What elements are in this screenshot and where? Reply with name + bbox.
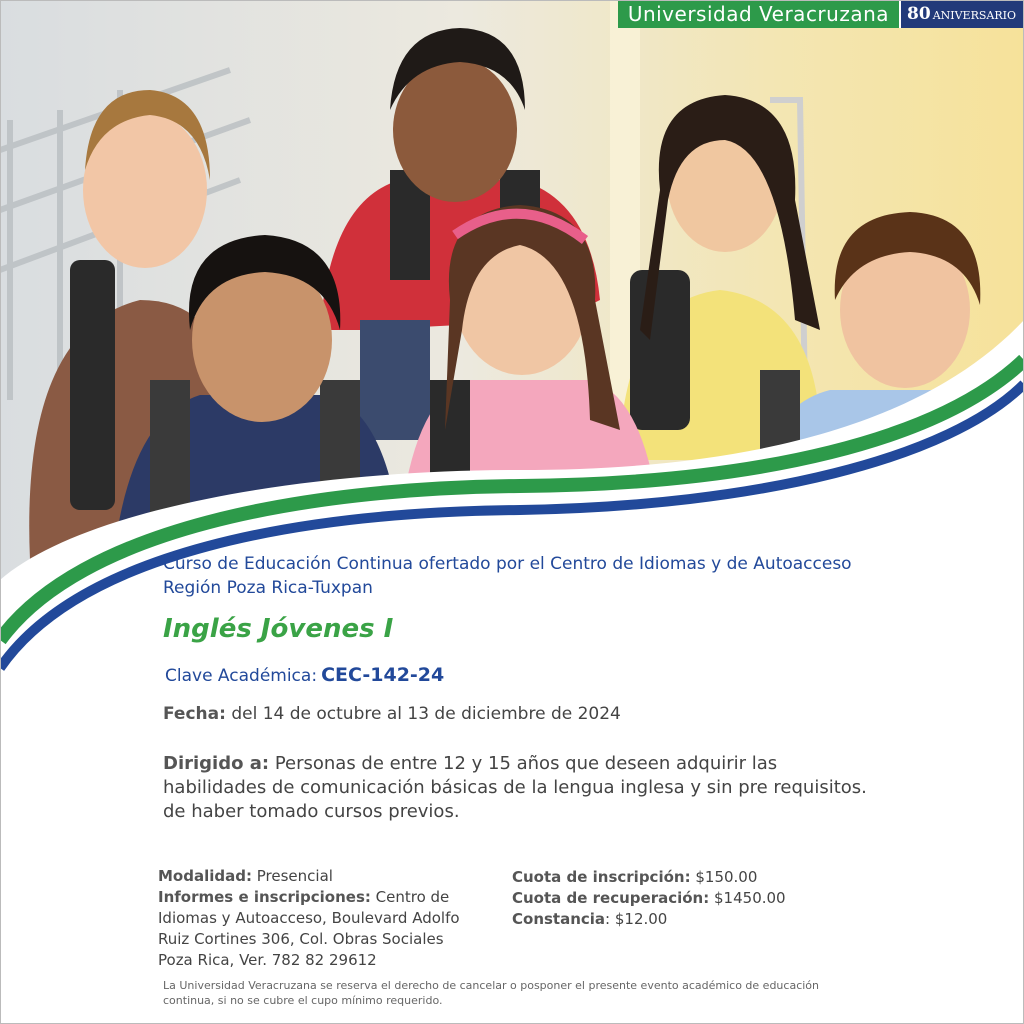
brand-badge xyxy=(618,0,1024,28)
dates-value: del 14 de octubre al 13 de diciembre de 2024 xyxy=(231,704,621,724)
modality-value: Presencial xyxy=(256,867,333,885)
disclaimer xyxy=(163,978,863,1008)
certificate-value: : $12.00 xyxy=(605,910,668,928)
modality-label: Modalidad: xyxy=(158,867,252,885)
disclaimer-line-2: continua, si no se cubre el cupo mínimo requerido. xyxy=(163,994,443,1007)
registration-fee-label: Cuota de inscripción: xyxy=(512,868,691,886)
target-audience xyxy=(163,752,883,824)
audience-line-2: habilidades de comunicación básicas de la lengua inglesa y sin pre requisitos. xyxy=(163,777,867,798)
dates-label: Fecha: xyxy=(163,704,226,724)
inquiries-label: Informes e inscripciones: xyxy=(158,888,371,906)
audience-line-1: Personas de entre 12 y 15 años que deseen adquirir las xyxy=(274,753,778,774)
disclaimer-line-1: La Universidad Veracruzana se reserva el derecho de cancelar o posponer el presente evento académico de educación xyxy=(163,979,819,992)
anniversary-badge xyxy=(899,0,1024,28)
contact-info xyxy=(158,866,478,971)
academic-key xyxy=(165,664,444,686)
course-title: Inglés Jóvenes I xyxy=(163,614,394,644)
anniversary-number: 80 xyxy=(907,4,931,24)
recovery-fee-value: $1450.00 xyxy=(714,889,786,907)
course-dates xyxy=(163,704,621,724)
academic-key-code: CEC-142-24 xyxy=(321,664,445,686)
audience-line-3: de haber tomado cursos previos. xyxy=(163,801,460,822)
academic-key-label: Clave Académica: xyxy=(165,666,318,686)
inquiries-line-4: Poza Rica, Ver. 782 82 29612 xyxy=(158,951,377,969)
anniversary-label: ANIVERSARIO xyxy=(932,9,1016,22)
institution-name: Universidad Veracruzana xyxy=(618,0,899,28)
inquiries-line-1: Centro de xyxy=(375,888,450,906)
audience-label: Dirigido a: xyxy=(163,753,270,774)
recovery-fee-label: Cuota de recuperación: xyxy=(512,889,710,907)
inquiries-line-3: Ruiz Cortines 306, Col. Obras Sociales xyxy=(158,930,444,948)
registration-fee-value: $150.00 xyxy=(695,868,758,886)
intro-line-1: Curso de Educación Continua ofertado por el Centro de Idiomas y de Autoacceso xyxy=(163,554,852,574)
certificate-label: Constancia xyxy=(512,910,606,928)
fees xyxy=(512,867,842,930)
inquiries-line-2: Idiomas y Autoacceso, Boulevard Adolfo xyxy=(158,909,460,927)
intro-line-2: Región Poza Rica-Tuxpan xyxy=(163,578,373,598)
course-intro xyxy=(163,552,943,600)
